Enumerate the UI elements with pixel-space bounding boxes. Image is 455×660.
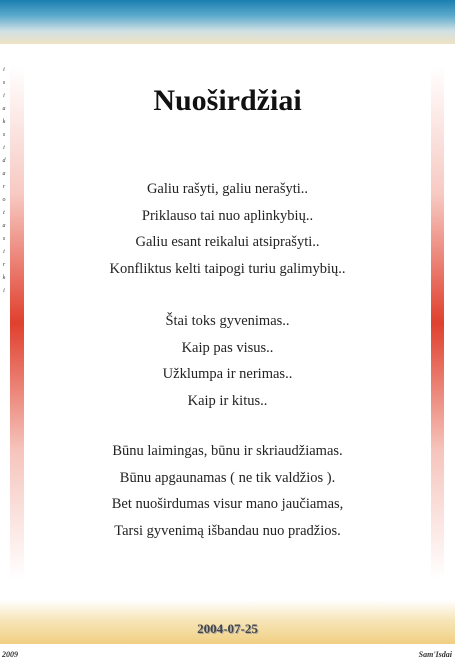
- footer-author: Sam'Isdai: [418, 650, 452, 659]
- poem-line: Galiu esant reikalui atsiprašyti..: [135, 234, 320, 250]
- stanza-2: [0, 308, 455, 414]
- poem-line: Būnu laimingas, būnu ir skriaudžiamas.: [112, 443, 343, 459]
- poem-line: Kaip pas visus..: [181, 339, 274, 356]
- side-letter: t: [3, 210, 5, 216]
- side-letter: i: [3, 145, 5, 151]
- side-letter: d: [2, 158, 6, 164]
- side-letter: s: [2, 236, 6, 242]
- poem-line: Priklauso tai nuo aplinkybių..: [141, 207, 314, 224]
- side-letter: s: [2, 132, 6, 138]
- poem-line: Konfliktus kelti taipogi turiu galimybių..: [109, 260, 346, 277]
- poem-title: Nuoširdžiai: [153, 84, 302, 117]
- side-letter: a: [2, 171, 6, 177]
- poem-line: Štai toks gyvenimas..: [165, 313, 290, 329]
- poem-line: Galiu rašyti, galiu nerašyti..: [146, 181, 309, 197]
- poem-line: Būnu apgaunamas ( ne tik valdžios ).: [119, 469, 336, 486]
- side-letter: a: [2, 106, 6, 112]
- top-gradient-band: [0, 0, 455, 44]
- poem-date: 2004-07-25: [197, 621, 258, 636]
- side-letter: k: [2, 275, 6, 281]
- poem-line: Bet nuoširdumas visur mano jaučiamas,: [111, 496, 344, 512]
- side-letter: k: [2, 119, 6, 125]
- footer-year: 2009: [2, 650, 18, 659]
- side-letter: r: [2, 262, 6, 268]
- stanza-3: [0, 438, 455, 544]
- side-letter: a: [2, 223, 6, 229]
- side-letter: i: [3, 249, 5, 255]
- side-letter: i: [3, 93, 5, 99]
- side-letter: i: [3, 67, 5, 73]
- side-letter: i: [3, 288, 5, 294]
- side-letter: s: [2, 80, 6, 86]
- poem-line: Kaip ir kitus..: [187, 392, 268, 409]
- poem-line: Tarsi gyvenimą išbandau nuo pradžios.: [114, 522, 341, 539]
- side-letter: o: [2, 197, 6, 203]
- stanza-1: [0, 176, 455, 282]
- side-letter: r: [2, 184, 6, 190]
- poem-line: Užklumpa ir nerimas..: [162, 366, 293, 382]
